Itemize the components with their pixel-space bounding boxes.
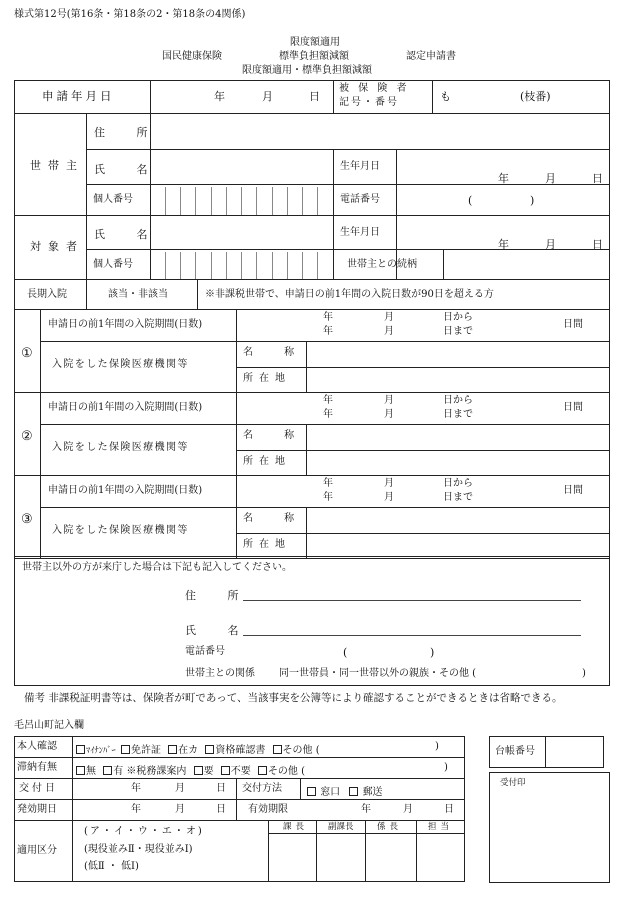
issue-date-label: 交付日 [19,783,58,794]
subject-relationship-field[interactable] [446,252,606,276]
hospital-location-label: 所在地 [243,539,291,550]
delivery-label: 交付方法 [242,783,282,794]
hospital-period-field[interactable] [240,394,606,422]
subject-personal-number-label: 個人番号 [93,259,133,270]
head-phone-field[interactable] [478,188,528,210]
arrears-options[interactable]: 無 有 ※税務課案内 要 不要 その他 ( [76,762,305,777]
ledger-number-field[interactable] [549,740,601,764]
insured-number-field[interactable] [450,84,600,110]
delivery-options[interactable]: 窓口 郵送 [307,783,383,798]
long-stay-option[interactable]: 該当・非該当 [108,289,168,300]
hospital-section-number: ① [21,346,33,361]
hospital-name-field[interactable] [309,343,606,364]
remarks: 備考 非課税証明書等は、保険者が町であって、当該事実を公簿等により確認することができるときは省略できる。 [24,692,563,704]
head-personal-number-label: 個人番号 [93,194,133,205]
hospital-name-label: 名 称 [243,430,309,441]
subject-birth-year: 年 [498,238,509,251]
proxy-name-label: 氏 名 [185,624,253,637]
app-month: 月 [262,90,273,103]
hospital-name-label: 名 称 [243,347,309,358]
head-address-field[interactable] [151,114,609,149]
arrears-label: 滞納有無 [17,762,57,773]
subject-relationship-label: 世帯主との続柄 [347,259,417,270]
head-birth-year: 年 [498,172,509,185]
title-mid: 標準負担額減額 [279,51,349,62]
head-phone-label: 電話番号 [340,194,380,205]
subject-name-label: 氏 名 [94,228,162,241]
proxy-phone-label: 電話番号 [185,646,225,657]
hospital-days: 日間 [563,485,583,496]
hospital-location-field[interactable] [309,535,606,556]
issue-date-field[interactable] [80,780,230,797]
received-stamp-box [489,772,610,883]
head-name-label: 氏 名 [94,163,162,176]
hospital-section-number: ② [21,429,33,444]
hospital-name-field[interactable] [309,426,606,447]
proxy-relation-close: ) [582,668,586,679]
category-line-3[interactable]: (低Ⅱ ・ 低Ⅰ) [84,861,139,872]
hospital-location-label: 所在地 [243,456,291,467]
category-label: 適用区分 [17,845,57,856]
hospital-location-field[interactable] [309,369,606,390]
hospital-location-field[interactable] [309,452,606,473]
expiry-date-field[interactable] [300,801,460,818]
ledger-label: 台帳番号 [495,746,535,757]
proxy-phone-open: ( [343,646,348,659]
hospital-institution-label: 入院をした保険医療機関等 [52,442,189,453]
hospital-location-label: 所在地 [243,373,291,384]
title-bottom: 限度額適用・標準負担額減額 [242,65,372,76]
stamp-role-section: 係長 [377,822,403,832]
form-number: 様式第12号(第16条・第18条の2・第18条の4関係) [14,9,246,20]
category-line-2[interactable]: (現役並みⅡ・現役並みⅠ) [84,844,193,855]
title-left: 国民健康保険 [162,51,222,62]
title-top: 限度額適用 [290,37,340,48]
subject-name-field[interactable] [151,216,332,248]
branch-label: (枝番) [520,90,551,103]
proxy-relation-label: 世帯主との関係 [185,668,255,679]
subject-label: 対象者 [30,240,84,253]
hospital-from: 日から [443,312,473,323]
hospital-from: 日から [443,478,473,489]
proxy-relation-options[interactable]: 同一世帯員・同一世帯以外の親族・その他 ( [279,668,477,679]
effective-date-field[interactable] [80,801,230,818]
mo-prefix: も [440,90,451,103]
head-personal-number-grid[interactable] [150,184,333,215]
head-name-field[interactable] [151,150,332,183]
hospital-institution-label: 入院をした保険医療機関等 [52,525,189,536]
long-stay-note: ※非課税世帯で、申請日の前1年間の入院日数が90日を超える方 [205,289,494,300]
subject-personal-number-grid[interactable] [150,249,333,279]
hospital-name-field[interactable] [309,509,606,530]
hospital-to: 日まで [443,326,473,337]
long-stay-label: 長期入院 [27,289,67,300]
subject-birth-label: 生年月日 [340,227,380,238]
hospital-name-label: 名 称 [243,513,309,524]
identity-label: 本人確認 [17,741,57,752]
hospital-period-label: 申請日の前1年間の入院期間(日数) [48,402,203,413]
hospital-section-number: ③ [21,512,33,527]
effective-date-label: 発効期日 [17,804,57,815]
subject-birth-day: 日 [592,238,603,251]
stamp-role-deputy: 副課長 [328,822,354,832]
subject-birth-month: 月 [545,238,556,251]
proxy-section [14,556,610,686]
hospital-days: 日間 [563,402,583,413]
hospital-days: 日間 [563,319,583,330]
identity-options[interactable]: ﾏｲﾅﾝﾊﾞｰ 免許証 在カ 資格確認書 その他 ( [76,741,320,756]
hospital-institution-label: 入院をした保険医療機関等 [52,359,189,370]
insured-label-2: 記号・番号 [339,97,399,108]
head-birth-day: 日 [592,172,603,185]
household-head-label: 世帯主 [30,159,84,172]
expiry-label: 有効期限 [248,804,288,815]
stamp-role-staff: 担当 [428,822,454,832]
head-phone-close: ) [530,194,535,207]
head-address-label: 住 所 [94,126,162,139]
title-right: 認定申請書 [406,51,456,62]
category-line-1[interactable]: (ア・イ・ウ・エ・オ) [84,826,204,837]
hospital-period-field[interactable] [240,311,606,339]
hospital-period-field[interactable] [240,477,606,505]
proxy-intro: 世帯主以外の方が来庁した場合は下記も記入してください。 [22,562,292,573]
office-heading: 毛呂山町記入欄 [14,720,84,731]
hospital-to: 日まで [443,492,473,503]
hospital-period-label: 申請日の前1年間の入院期間(日数) [48,319,203,330]
proxy-address-label: 住 所 [185,589,253,602]
hospital-from: 日から [443,395,473,406]
hospital-period-label: 申請日の前1年間の入院期間(日数) [48,485,203,496]
stamp-role-chief: 課長 [283,822,309,832]
head-birth-month: 月 [545,172,556,185]
hospital-to: 日まで [443,409,473,420]
app-day: 日 [309,90,320,103]
app-year: 年 [214,90,225,103]
proxy-phone-close: ) [430,646,435,659]
received-label: 受付印 [500,778,526,788]
insured-label-1: 被 保 険 者 [339,83,410,94]
head-birth-label: 生年月日 [340,161,380,172]
head-phone-open: ( [468,194,473,207]
application-date-label: 申請年月日 [42,89,115,103]
